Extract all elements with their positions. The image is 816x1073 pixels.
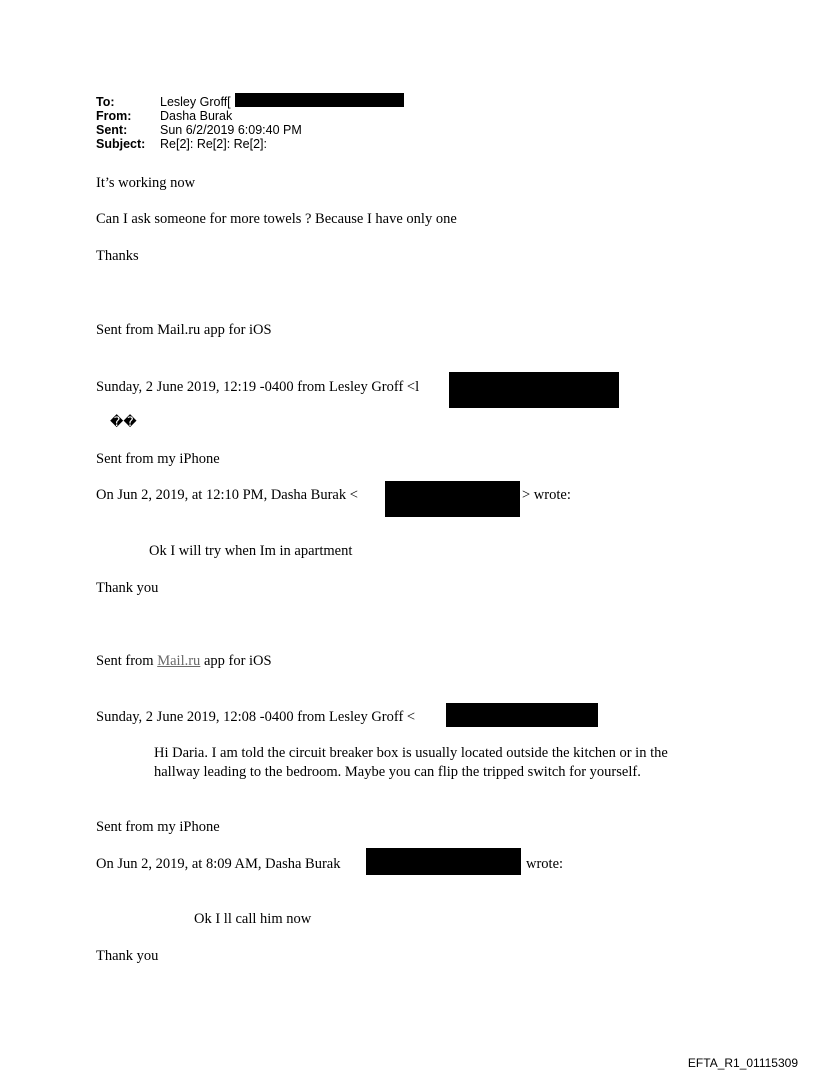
redaction-bar bbox=[385, 481, 520, 517]
message-line: Thanks bbox=[96, 248, 139, 264]
quote-header: On Jun 2, 2019, at 12:10 PM, Dasha Burak < bbox=[96, 487, 358, 503]
sent-label: Sent: bbox=[96, 123, 128, 137]
quote-signature: Sent from my iPhone bbox=[96, 819, 220, 835]
signature-prefix: Sent from bbox=[96, 653, 158, 669]
quote-signature: Sent from my iPhone bbox=[96, 451, 220, 467]
quote-header-suffix: wrote: bbox=[526, 856, 564, 872]
quote-header: Sunday, 2 June 2019, 12:08 -0400 from Lesley Groff < bbox=[96, 709, 416, 725]
mail-ru-link[interactable]: Mail.ru bbox=[157, 653, 201, 669]
from-value: Dasha Burak bbox=[160, 109, 233, 123]
quote-line: Ok I ll call him now bbox=[194, 911, 312, 927]
signature-suffix: app for iOS bbox=[200, 653, 272, 669]
quote-header: Sunday, 2 June 2019, 12:19 -0400 from Lesley Groff <l bbox=[96, 379, 420, 395]
redaction-bar bbox=[449, 372, 619, 408]
quote-header: On Jun 2, 2019, at 8:09 AM, Dasha Burak bbox=[96, 856, 341, 872]
subject-value: Re[2]: Re[2]: Re[2]: bbox=[160, 137, 267, 151]
quote-line: Thank you bbox=[96, 580, 159, 596]
redaction-bar bbox=[235, 93, 404, 107]
redaction-bar bbox=[446, 703, 598, 727]
document-id: EFTA_R1_01115309 bbox=[687, 1056, 798, 1070]
message-line: Can I ask someone for more towels ? Because I have only one bbox=[96, 211, 457, 227]
sent-value: Sun 6/2/2019 6:09:40 PM bbox=[160, 123, 302, 137]
to-value: Lesley Groff[ bbox=[160, 95, 231, 109]
quote-line: Thank you bbox=[96, 948, 159, 964]
quote-header-suffix: > wrote: bbox=[522, 487, 571, 503]
quote-line: Ok I will try when Im in apartment bbox=[149, 543, 353, 559]
quote-body: Hi Daria. I am told the circuit breaker box is usually located outside the kitchen or in the hallway leading to the bedroom. Maybe you can flip the tripped switch for yourself. bbox=[154, 745, 668, 780]
message-line: It’s working now bbox=[96, 175, 196, 191]
from-label: From: bbox=[96, 109, 132, 123]
subject-label: Subject: bbox=[96, 137, 146, 151]
redaction-bar bbox=[366, 848, 521, 875]
garbled-glyphs: �� bbox=[110, 415, 137, 430]
signature: Sent from Mail.ru app for iOS bbox=[96, 322, 272, 338]
to-label: To: bbox=[96, 95, 115, 109]
signature bbox=[96, 652, 272, 671]
